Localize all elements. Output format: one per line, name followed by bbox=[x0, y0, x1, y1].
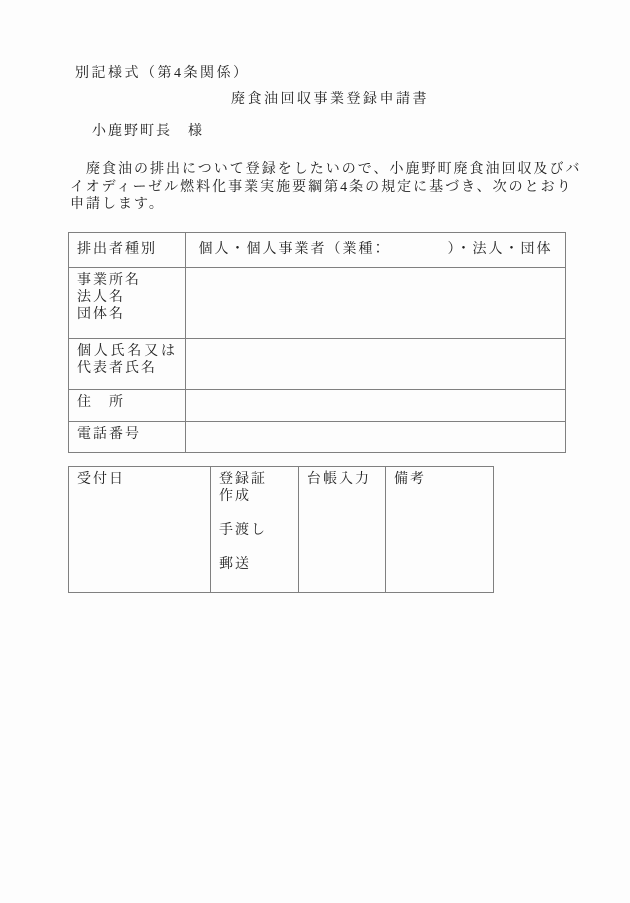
registration-cert-cell bbox=[211, 467, 299, 593]
label-line: 団体名 bbox=[77, 307, 125, 322]
office-use-row bbox=[69, 467, 494, 593]
row-business-name bbox=[69, 268, 566, 339]
cell-label: 登録証 bbox=[219, 472, 267, 487]
form-title: 廃食油回収事業登録申請書 bbox=[231, 92, 429, 107]
application-statement bbox=[70, 161, 580, 214]
discharger-type-label bbox=[69, 233, 186, 268]
statement-line: 廃食油の排出について登録をしたいので、小鹿野町廃食油回収及びバ bbox=[70, 162, 582, 177]
phone-number-label bbox=[69, 422, 186, 453]
address-label bbox=[69, 390, 186, 422]
cell-label: 備考 bbox=[394, 472, 426, 487]
row-individual-name bbox=[69, 339, 566, 390]
label-line: 電話番号 bbox=[77, 427, 141, 442]
label-line: 法人名 bbox=[77, 290, 125, 305]
cell-label: 郵送 bbox=[219, 557, 251, 572]
form-style-note: 別記様式（第4条関係） bbox=[75, 66, 250, 81]
cell-label: 手渡し bbox=[219, 523, 267, 538]
office-use-table bbox=[68, 466, 494, 593]
cell-label: 受付日 bbox=[77, 472, 125, 487]
label-line: 個人氏名又は bbox=[77, 344, 177, 359]
row-phone-number bbox=[69, 422, 566, 453]
applicant-info-table bbox=[68, 232, 566, 453]
row-discharger-type bbox=[69, 233, 566, 268]
statement-line: 申請します。 bbox=[70, 197, 165, 212]
ledger-entry-cell bbox=[299, 467, 386, 593]
label-line: 住 所 bbox=[77, 395, 125, 410]
label-line: 代表者氏名 bbox=[77, 361, 157, 376]
business-name-label bbox=[69, 268, 186, 339]
row-address bbox=[69, 390, 566, 422]
remarks-cell bbox=[386, 467, 494, 593]
label-line: 排出者種別 bbox=[77, 242, 157, 257]
discharger-type-value bbox=[186, 233, 566, 268]
cell-label: 台帳入力 bbox=[307, 472, 371, 487]
value-line: 個人・個人事業者（業種： ）・法人・団体 bbox=[198, 242, 553, 257]
individual-name-label bbox=[69, 339, 186, 390]
business-name-value bbox=[186, 268, 566, 339]
reception-date-cell bbox=[69, 467, 211, 593]
addressee: 小鹿野町長 様 bbox=[92, 124, 204, 139]
label-line: 事業所名 bbox=[77, 273, 141, 288]
phone-number-value bbox=[186, 422, 566, 453]
statement-line: イオディーゼル燃料化事業実施要綱第4条の規定に基づき、次のとおり bbox=[70, 179, 573, 195]
cell-label: 作成 bbox=[219, 489, 251, 504]
individual-name-value bbox=[186, 339, 566, 390]
address-value bbox=[186, 390, 566, 422]
